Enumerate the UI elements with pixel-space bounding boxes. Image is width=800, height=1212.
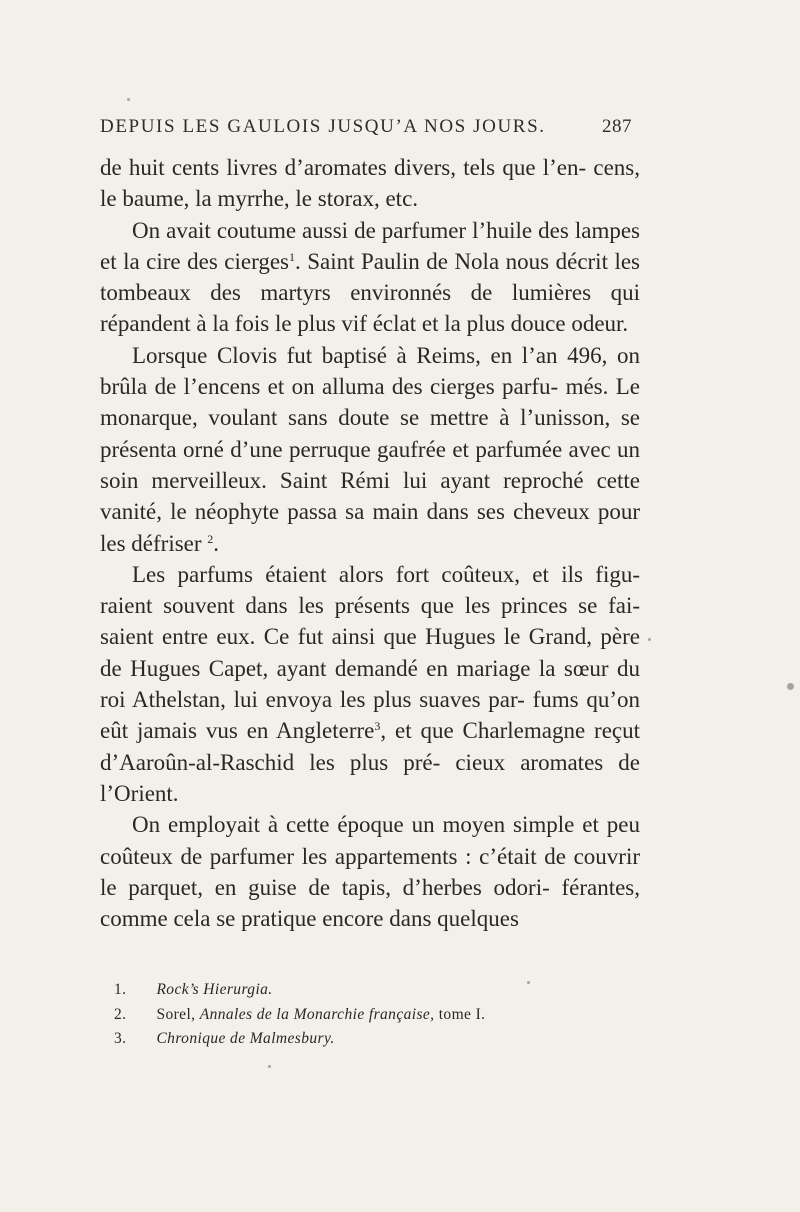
text-line: Les parfums étaient alors fort coûteux, et ils figu- — [132, 561, 640, 587]
footnote-2 — [114, 1003, 614, 1028]
footnote-number: 3. — [114, 1030, 127, 1047]
footnote-number: 1. — [114, 981, 127, 998]
text-line: . — [213, 530, 220, 556]
footnote-text: tome I. — [434, 1005, 486, 1023]
text-line: On avait coutume aussi de parfumer l’huile des — [132, 217, 569, 243]
text-line: de huit cents livres d’aromates divers, tels que l’en- — [100, 155, 587, 180]
text-line: ayant reproché cette vanité, le néophyte passa sa main — [100, 467, 640, 525]
footnote-title: Rock’s Hierurgia. — [156, 981, 273, 998]
text-line: Charlemagne reçut d’Aaroûn-al-Raschid les plus pré- — [100, 718, 640, 775]
text-line: couvrir le parquet, en guise de tapis, d’herbes odori- — [100, 843, 640, 900]
paper-speck — [648, 638, 651, 641]
paper-speck — [527, 981, 530, 984]
text-line: lampes et la cire des cierges — [100, 217, 641, 274]
paragraph-5 — [100, 809, 640, 934]
text-line: . Saint Paulin de Nola — [294, 248, 500, 274]
running-title: DEPUIS LES GAULOIS JUSQU’A NOS JOURS. — [100, 116, 546, 137]
text-line: lumières qui répandent à la fois le plus vif éclat et la — [100, 280, 641, 337]
text-line: père de Hugues Capet, ayant demandé en mariage la — [100, 624, 640, 681]
paper-speck — [268, 1065, 271, 1068]
text-line: més. Le monarque, voulant sans doute se mettre à — [100, 374, 640, 431]
paragraph-4 — [100, 559, 640, 809]
text-line: cens, le baume, la myrrhe, le storax, etc. — [100, 155, 640, 212]
running-header — [100, 116, 632, 138]
text-line: , et que — [380, 718, 454, 744]
text-line: parfumée avec un soin merveilleux. Saint Rémi lui — [100, 436, 641, 493]
footnote-ref-2[interactable]: 2 — [207, 531, 214, 546]
footnote-1 — [114, 978, 614, 1003]
text-line: cieux aromates de l’Orient. — [100, 749, 641, 806]
text-line: sœur du roi Athelstan, lui envoya les plus suaves par- — [100, 655, 641, 713]
paper-speck — [127, 98, 130, 101]
paragraph-3 — [100, 340, 640, 559]
footnote-3 — [114, 1027, 614, 1052]
text-line: férantes, comme cela se pratique encore dans quelques — [100, 874, 640, 932]
paragraph-2 — [100, 215, 640, 340]
text-line: plus douce odeur. — [466, 311, 629, 337]
footnote-title: Annales de la Monarchie française, — [199, 1005, 435, 1023]
text-line: On employait à cette époque un moyen simple et — [132, 812, 599, 838]
footnote-ref-3[interactable]: 3 — [374, 719, 381, 734]
text-line: nous décrit les tombeaux des martyrs environnés de — [100, 248, 641, 306]
text-line: l’unisson, se présenta orné d’une perruque gaufrée et — [100, 405, 641, 462]
paragraph-1 — [100, 152, 640, 215]
text-line: dans ses cheveux pour les défriser — [100, 499, 640, 556]
text-line: fums qu’on eût jamais vus en Angleterre — [100, 687, 640, 744]
body-text — [100, 152, 640, 934]
footnote-text: Sorel, — [156, 1005, 200, 1023]
footnote-ref-1[interactable]: 1 — [288, 249, 295, 264]
text-line: peu coûteux de parfumer les appartements : c’était de — [100, 812, 640, 869]
page-number: 287 — [602, 116, 632, 137]
footnote-number: 2. — [114, 1005, 127, 1023]
text-line: raient souvent dans les présents que les princes se fai- — [100, 593, 640, 619]
paper-speck — [787, 683, 794, 690]
footnotes — [114, 978, 614, 1052]
footnote-title: Chronique de Malmesbury. — [156, 1030, 335, 1047]
text-line: on brûla de l’encens et on alluma des cierges parfu- — [100, 342, 641, 400]
text-line: saient entre eux. Ce fut ainsi que Hugues le Grand, — [100, 624, 593, 650]
text-line: Lorsque Clovis fut baptisé à Reims, en l’an 496, — [132, 342, 608, 368]
